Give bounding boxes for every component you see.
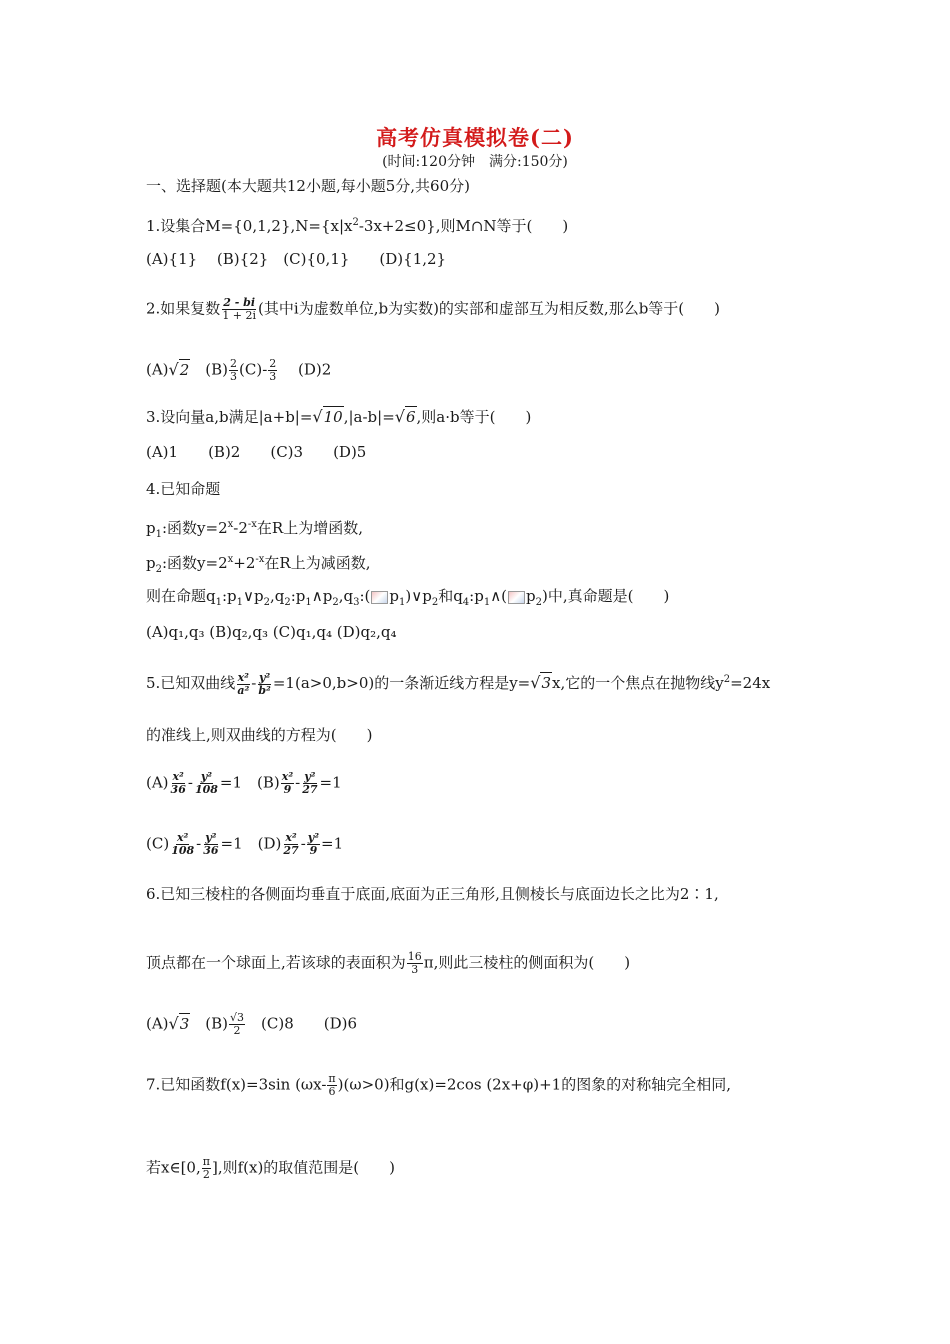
question-7: 7.已知函数f(x)=3sin (ωx- $\frac{\pi}{6}$ )(ω>0)和g(x)=2cos (2x+φ)+1的图象的对称轴完全相同, <box>146 1072 731 1098</box>
page-title: 高考仿真模拟卷(二) <box>376 125 574 150</box>
question-7-line2: 若x∈[0, $\frac{\pi}{2}$ ],则f(x)的取值范围是( ) <box>146 1155 396 1181</box>
question-5-line2: 的准线上,则双曲线的方程为( ) <box>146 726 373 744</box>
complex-fraction: $\frac{2 - bi}{1 + 2i}$ <box>222 296 257 322</box>
question-1-options: (A){1} (B){2} (C){0,1} (D){1,2} <box>146 250 447 268</box>
question-5-options-cd: (C) $\frac{\text{x²}}{108}$ - $\frac{\text{y²}}{36}$ =1 (D) $\frac{\text{x²}}{27}$ - $\frac{\text{y²}}{9}$ =1 <box>146 831 344 857</box>
page-subtitle: (时间:120分钟 满分:150分) <box>382 154 568 170</box>
question-3-options: (A)1 (B)2 (C)3 (D)5 <box>146 443 367 461</box>
question-3: 3.设向量a,b满足|a+b|= √ 10 ,|a-b|= √ 6 ,则a·b等于( ) <box>146 407 532 426</box>
question-4-options: (A)q₁,q₃ (B)q₂,q₃ (C)q₁,q₄ (D)q₂,q₄ <box>146 623 397 641</box>
negation-image-icon <box>508 591 525 604</box>
question-6-options: (A) √ 3 (B) $\frac{√3}{2}$ (C)8 (D)6 <box>146 1011 358 1037</box>
section-heading: 一、选择题(本大题共12小题,每小题5分,共60分) <box>146 177 470 195</box>
question-1: 1.设集合$M=\{0,1,2\},N=\{x|x^2-3x+2\le 0\}$,则M∩N等于( ) <box>146 217 569 235</box>
proposition-p2: $p_2$:函数$y=2^x+2^{-x}$在R上为减函数, <box>146 554 371 575</box>
question-2-options: (A) √ 2 (B) $\frac{2}{3}$ (C)- $\frac{2}{3}$ (D)2 <box>146 357 332 383</box>
negation-image-icon <box>371 591 388 604</box>
question-5: 5.已知双曲线 $\frac{\text{x²}}{\text{a²}}$ - $\frac{\text{y²}}{\text{b²}}$ =1(a>0,b>0)的一条渐近线方程是y= √ 3 x,它的一个焦点在抛物线$y^2=24x$ <box>146 670 771 697</box>
question-6-line2: 顶点都在一个球面上,若该球的表面积为 $\frac{16}{3}$ π,则此三棱柱的侧面积为( ) <box>146 950 631 976</box>
proposition-p1: $p_1$:函数$y=2^x-2^{-x}$在R上为增函数, <box>146 519 363 540</box>
question-4-statement: 则在命题$q_1:p_1\vee p_2,q_2:p_1\wedge p_2,q_3$:( $p_1)\vee p_2$和$q_4:p_1\wedge$( $p_2$)中,真命题是( ) <box>146 587 670 608</box>
question-4: 4.已知命题 <box>146 480 221 498</box>
question-5-options-ab: (A) $\frac{\text{x²}}{36}$ - $\frac{\text{y²}}{108}$ =1 (B) $\frac{\text{x²}}{9}$ - $\frac{\text{y²}}{27}$ =1 <box>146 770 342 796</box>
question-2: 2.如果复数 $\frac{2 - bi}{1 + 2i}$ (其中i为虚数单位,b为实数)的实部和虚部互为相反数,那么b等于( ) <box>146 296 720 322</box>
question-6: 6.已知三棱柱的各侧面均垂直于底面,底面为正三角形,且侧棱长与底面边长之比为2∶1, <box>146 885 719 903</box>
